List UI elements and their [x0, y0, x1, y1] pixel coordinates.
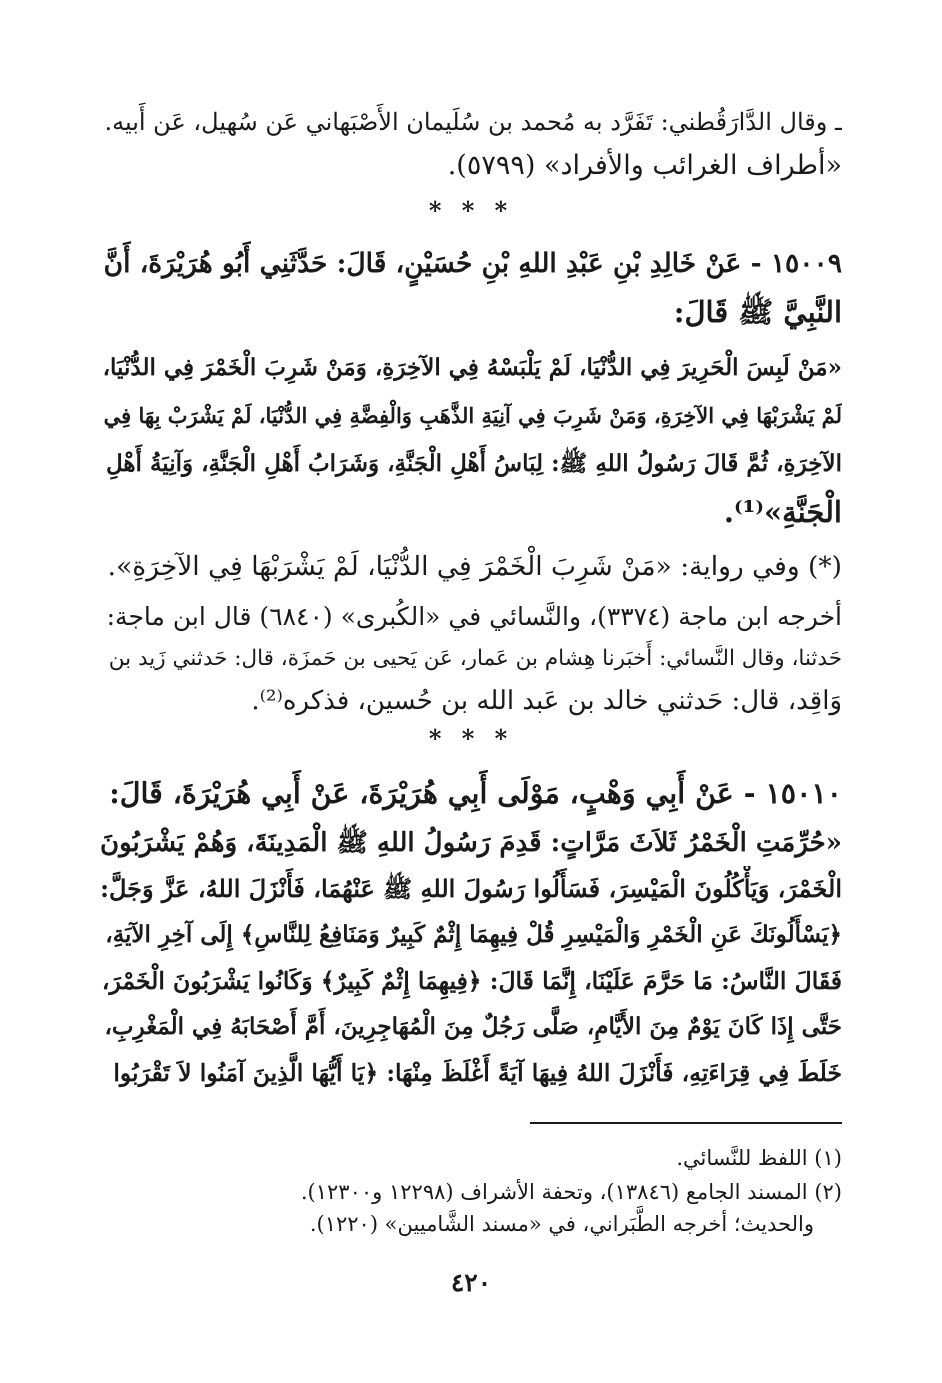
footnote-2: (٢) المسند الجامع (١٣٨٤٦)، وتحفة الأشراف (١٢٢٩٨ و١٢٣٠٠).	[300, 1180, 842, 1204]
takhrij-line: أخرجه ابن ماجة (٣٣٧٤)، والنَّسائي في «الكُبرى» (٦٨٤٠) قال ابن ماجة:	[106, 602, 842, 631]
intro-source-line: «أطراف الغرائب والأفراد» (٥٧٩٩).	[447, 150, 842, 181]
page-number: ٤٢٠	[450, 1268, 492, 1297]
footnote-2-continuation: والحديث؛ أخرجه الطَّبَراني، في «مسند الشَّاميين» (١٢٢٠).	[309, 1212, 814, 1236]
takhrij-line: حَدثنا، وقال النَّسائي: أَخبَرنا هِشام بن عَمار، عَن يَحيى بن حَمزَة، قال: حَدثني زَيد بن	[108, 646, 842, 671]
matn-line: ﴿يَسْأَلُونَكَ عَنِ الْخَمْرِ وَالْمَيْسِرِ قُلْ فِيهِمَا إِثْمٌ كَبِيرٌ وَمَنَافِعُ لِلنَّاسِ﴾ إِلَى آخِرِ الآيَةِ،	[105, 921, 842, 948]
hadith-15009-heading	[100, 240, 842, 336]
matn-line: الآخِرَةِ، ثُمَّ قَالَ رَسُولُ اللهِ ﷺ: لِبَاسُ أَهْلِ الْجَنَّةِ، وَشَرَابُ أَهْلِ الْجَنَّةِ، وَآنِيَةُ أَهْلِ	[106, 450, 842, 477]
hadith-15010-heading	[100, 770, 842, 816]
intro-line: ـ وقال الدَّارَقُطني: تَفَرَّد به مُحمد بن سُلَيمان الأَصْبَهاني عَن سُهيل، عَن أَبيه.	[104, 108, 842, 136]
footnote-1: (١) اللفظ للنَّسائي.	[676, 1146, 842, 1170]
matn-line: الْخَمْرَ، وَيَأْكُلُونَ الْمَيْسِرَ، فَسَأَلُوا رَسُولَ اللهِ ﷺ عَنْهُمَا، فَأَنْزَلَ اللهُ، عَزَّ وَجَلَّ:	[100, 874, 842, 903]
matn-line: «حُرِّمَتِ الْخَمْرُ ثَلاَثَ مَرَّاتٍ: قَدِمَ رَسُولُ اللهِ ﷺ الْمَدِينَةَ، وَهُمْ يَشْرَبُونَ	[100, 828, 842, 858]
hadith-15009-matn	[100, 344, 842, 536]
intro-paragraph	[100, 100, 842, 188]
matn-line: الْجَنَّةِ»⁽¹⁾.	[723, 495, 842, 529]
footnote-divider	[530, 1122, 842, 1124]
section-separator: * * *	[428, 196, 514, 225]
riwaya-line: (*) وفي رواية: «مَنْ شَرِبَ الْخَمْرَ فِي الدُّنْيَا، لَمْ يَشْرَبْهَا فِي الآخِرَةِ».	[107, 551, 842, 582]
hadith-15009-takhrij	[100, 596, 842, 722]
matn-line: خَلَطَ فِي قِرَاءَتِهِ، فَأَنْزَلَ اللهُ فِيهَا آيَةً أَغْلَظَ مِنْهَا: ﴿يَا أَيُّهَا الَّذِينَ آمَنُوا لاَ تَقْرَبُوا	[113, 1059, 842, 1087]
section-separator: * * *	[428, 724, 514, 753]
matn-line: «مَنْ لَبِسَ الْحَرِيرَ فِي الدُّنْيَا، لَمْ يَلْبَسْهُ فِي الآخِرَةِ، وَمَنْ شَرِبَ الْخَمْرَ فِي الدُّنْيَا،	[102, 354, 842, 381]
hadith-15010-matn	[100, 820, 842, 1096]
hadith-15009-riwaya	[100, 544, 842, 590]
matn-line: حَتَّى إِذَا كَانَ يَوْمٌ مِنَ الأَيَّامِ، صَلَّى رَجُلٌ مِنَ الْمُهَاجِرِينَ، أَمَّ أَصْحَابَهُ فِي الْمَغْرِبِ،	[104, 1013, 842, 1040]
hadith-heading-line: النَّبِيَّ ﷺ قَالَ:	[673, 295, 842, 329]
matn-line: فَقَالَ النَّاسُ: مَا حَرَّمَ عَلَيْنَا، إِنَّمَا قَالَ: ﴿فِيهِمَا إِثْمٌ كَبِيرٌ﴾ وَكَانُوا يَشْرَبُونَ الْخَمْرَ،	[101, 967, 842, 995]
takhrij-line: وَاقِد، قال: حَدثني خالد بن عَبد الله بن حُسين، فذكره⁽²⁾.	[251, 686, 842, 716]
matn-line: لَمْ يَشْرَبْهَا فِي الآخِرَةِ، وَمَنْ شَرِبَ فِي آنِيَةِ الذَّهَبِ وَالْفِضَّةِ فِي الدُّنْيَا، لَمْ يَشْرَبْ بِهَا فِي	[103, 403, 842, 428]
hadith-heading-line: ١٥٠٠٩ - عَنْ خَالِدِ بْنِ عَبْدِ اللهِ بْنِ حُسَيْنٍ، قَالَ: حَدَّثَنِي أَبُو هُرَيْرَةَ، أَنَّ	[103, 248, 842, 279]
hadith-heading-line: ١٥٠١٠ - عَنْ أَبِي وَهْبٍ، مَوْلَى أَبِي هُرَيْرَةَ، عَنْ أَبِي هُرَيْرَةَ، قَالَ:	[109, 776, 842, 810]
